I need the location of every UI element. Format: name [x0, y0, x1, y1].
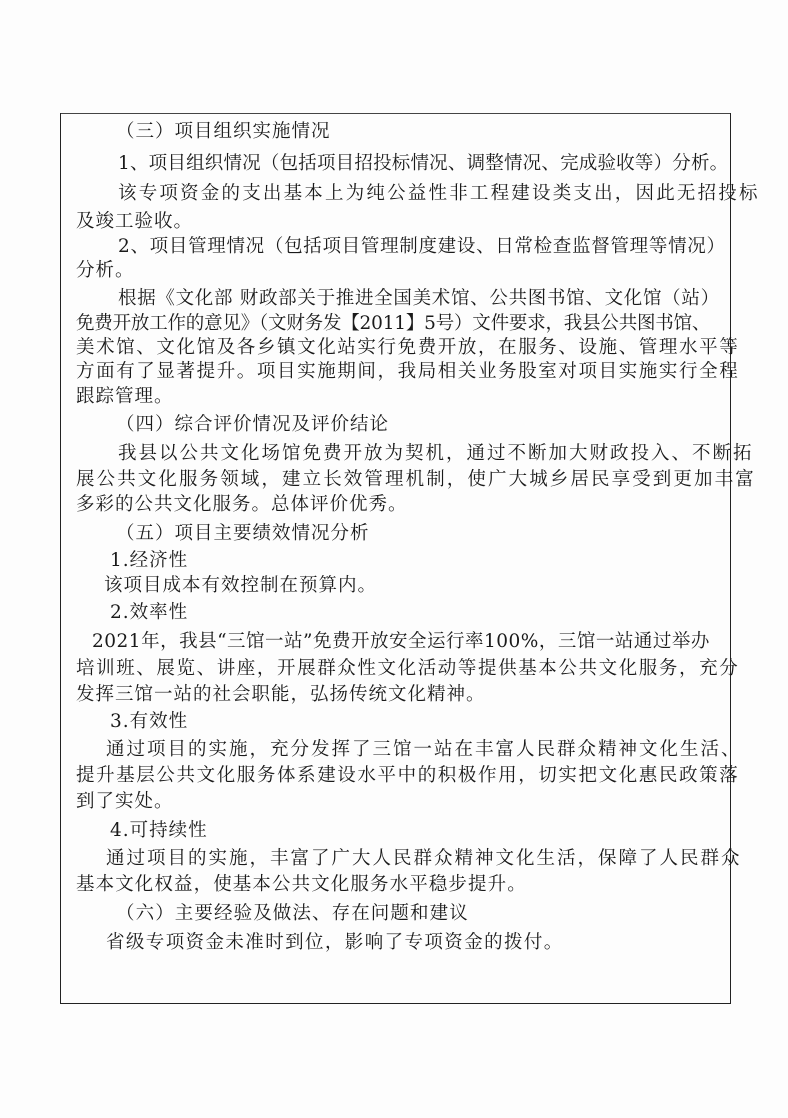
subheading-economy: 1.经济性 — [110, 550, 189, 571]
paragraph-line: 多彩的公共文化服务。总体评价优秀。 — [76, 494, 408, 515]
subheading-efficiency: 2.效率性 — [110, 602, 189, 623]
paragraph-line: 2、项目管理情况（包括项目管理制度建设、日常检查监督管理等情况） — [118, 236, 726, 257]
section-heading-5: （五）项目主要绩效情况分析 — [116, 523, 370, 544]
paragraph-line: 省级专项资金未准时到位，影响了专项资金的拨付。 — [106, 932, 564, 953]
paragraph-line: 及竣工验收。 — [76, 211, 194, 232]
paragraph-line: 方面有了显著提升。项目实施期间，我局相关业务股室对项目实施实行全程 — [76, 361, 740, 382]
paragraph-line: 分析。 — [76, 260, 135, 281]
paragraph-line: 我县以公共文化场馆免费开放为契机，通过不断加大财政投入、不断拓 — [118, 443, 754, 464]
subheading-effectiveness: 3.有效性 — [110, 711, 189, 732]
section-heading-6: （六）主要经验及做法、存在问题和建议 — [116, 903, 469, 924]
paragraph-line: 发挥三馆一站的社会职能，弘扬传统文化精神。 — [76, 684, 486, 705]
paragraph-line: 提升基层公共文化服务体系建设水平中的积极作用，切实把文化惠民政策落 — [76, 765, 740, 786]
paragraph-line: 免费开放工作的意见》（文财务发【2011】5号）文件要求，我县公共图书馆、 — [76, 313, 711, 334]
paragraph-line: 1、项目组织情况（包括项目招投标情况、调整情况、完成验收等）分析。 — [118, 153, 729, 174]
section-heading-3: （三）项目组织实施情况 — [116, 121, 331, 142]
paragraph-line: 通过项目的实施，充分发挥了三馆一站在丰富人民群众精神文化生活、 — [106, 739, 742, 760]
paragraph-line: 2021年，我县“三馆一站”免费开放安全运行率100%，三馆一站通过举办 — [92, 631, 710, 652]
paragraph-line: 根据《文化部 财政部关于推进全国美术馆、公共图书馆、文化馆（站） — [118, 288, 720, 309]
paragraph-line: 该专项资金的支出基本上为纯公益性非工程建设类支出，因此无招投标 — [118, 183, 760, 204]
subheading-sustainability: 4.可持续性 — [110, 820, 208, 841]
paragraph-line: 展公共文化服务领域，建立长效管理机制，使广大城乡居民享受到更加丰富 — [76, 469, 756, 490]
paragraph-line: 通过项目的实施，丰富了广大人民群众精神文化生活，保障了人民群众 — [106, 848, 742, 869]
paragraph-line: 基本文化权益，使基本公共文化服务水平稳步提升。 — [76, 874, 527, 895]
section-heading-4: （四）综合评价情况及评价结论 — [116, 414, 390, 435]
paragraph-line: 培训班、展览、讲座，开展群众性文化活动等提供基本公共文化服务，充分 — [76, 658, 740, 679]
paragraph-line: 该项目成本有效控制在预算内。 — [104, 575, 378, 596]
paragraph-line: 美术馆、文化馆及各乡镇文化站实行免费开放，在服务、设施、管理水平等 — [76, 337, 740, 358]
paragraph-line: 跟踪管理。 — [76, 386, 174, 407]
paragraph-line: 到了实处。 — [76, 791, 174, 812]
